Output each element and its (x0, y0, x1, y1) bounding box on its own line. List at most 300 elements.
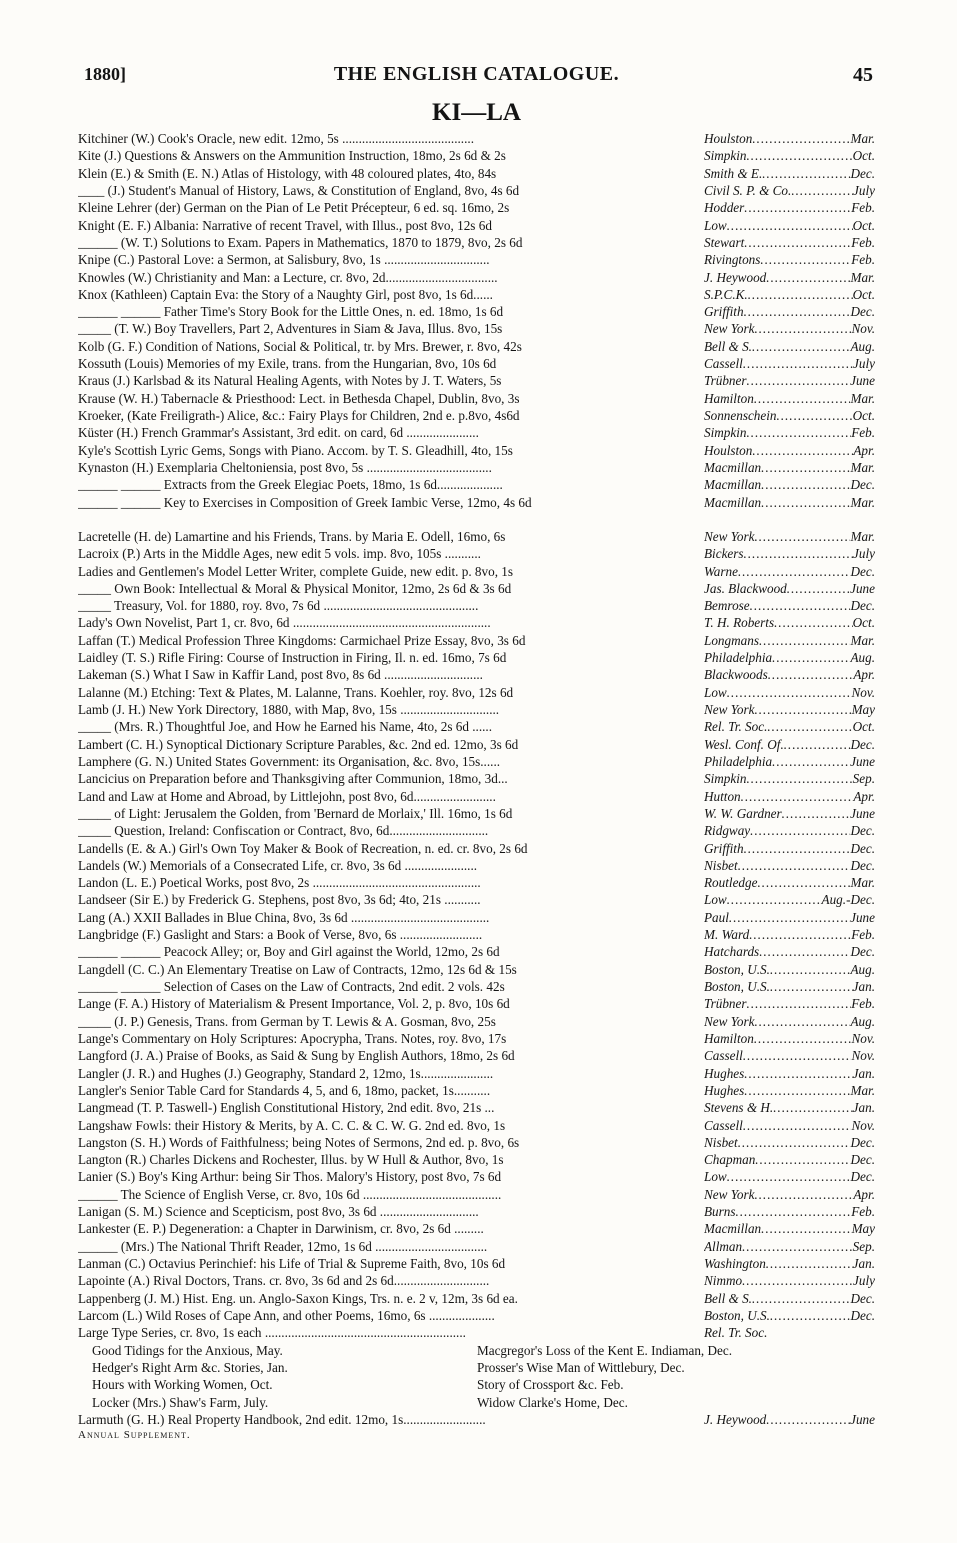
entry-text: Kite (J.) Questions & Answers on the Ammunition Instruction, 18mo, 2s 6d & 2s (78, 148, 506, 164)
entry-publisher-date (704, 182, 875, 199)
leader-dots (754, 1030, 852, 1047)
series-title: Hours with Working Women, Oct. (92, 1377, 273, 1393)
entry-publisher-date (704, 891, 875, 908)
entry-month: July (853, 1273, 875, 1289)
entry-publisher-date (704, 1168, 875, 1185)
entry-publisher-date (704, 805, 875, 822)
leader-dots (750, 822, 850, 839)
entry-text: Lanier (S.) Boy's King Arthur: being Sir Thos. Malory's History, post 8vo, 7s 6d (78, 1169, 502, 1185)
leader-dots (761, 476, 850, 493)
entry-text: Langler's Senior Table Card for Standards 4, 5, and 6, 18mo, packet, 1s........... (78, 1082, 491, 1098)
entry-publisher: Paul (704, 909, 729, 925)
entry-month: Dec. (850, 477, 875, 493)
entry-publisher-date (704, 753, 875, 770)
entry-publisher-date (704, 684, 875, 701)
entry-publisher: Bemrose (704, 598, 750, 614)
entry-month: Dec. (850, 165, 875, 181)
entry-text: Lamb (J. H.) New York Directory, 1880, with Map, 8vo, 15s .............................. (78, 702, 500, 717)
entry-publisher: Trübner (704, 996, 747, 1012)
catalogue-entry (78, 926, 875, 943)
series-title: Hedger's Right Arm &c. Stories, Jan. (92, 1359, 288, 1375)
entry-month: Jan. (852, 1256, 875, 1271)
entry-publisher-date (704, 372, 875, 389)
catalogue-entry (78, 563, 875, 580)
entry-text: Langler (J. R.) and Hughes (J.) Geography, Standard 2, 12mo, 1s...................... (78, 1065, 494, 1081)
entry-publisher-date (704, 736, 875, 753)
leader-dots (748, 286, 853, 303)
catalogue-entry (78, 1203, 875, 1220)
entry-publisher-date (704, 597, 875, 614)
entry-publisher: Bickers (704, 546, 744, 562)
entry-text: Lappenberg (J. M.) Hist. Eng. un. Anglo-Saxon Kings, Trs. n. e. 2 v, 12m, 3s 6d ea. (78, 1290, 518, 1306)
leader-dots (767, 718, 852, 735)
catalogue-page (78, 62, 875, 1443)
catalogue-entry (78, 1411, 875, 1428)
catalogue-entry (78, 788, 875, 805)
entry-publisher: Civil S. P. & Co. (704, 182, 792, 198)
entry-text: ______ (Mrs.) The National Thrift Reader, 12mo, 1s 6d .................................. (78, 1238, 488, 1254)
entry-publisher: Sonnenschein (704, 408, 777, 423)
entry-month: Oct. (852, 719, 875, 735)
entry-publisher: W. W. Gardner (704, 805, 782, 821)
leader-dots (727, 684, 852, 701)
leader-dots (744, 545, 853, 562)
entry-month: Sep. (852, 771, 875, 787)
entry-publisher: Hughes (704, 1082, 745, 1098)
entry-text: Large Type Series, cr. 8vo, 1s each ............................................................. (78, 1325, 466, 1341)
catalogue-entry (78, 407, 875, 424)
entry-month: May (851, 1221, 875, 1237)
entry-publisher: Hutton (704, 788, 741, 804)
entry-publisher-date (704, 165, 875, 182)
leader-dots (768, 666, 854, 683)
catalogue-entry (78, 1082, 875, 1099)
entry-publisher: Wesl. Conf. Of. (704, 736, 784, 752)
entry-publisher-date (704, 857, 875, 874)
entry-month: Feb. (851, 200, 875, 216)
leader-dots (738, 1134, 851, 1151)
entry-publisher-date (704, 1324, 875, 1341)
leader-dots (727, 1168, 851, 1185)
entry-month: Mar. (850, 875, 875, 891)
entry-publisher: Smith & E. (704, 165, 763, 181)
entry-text: Kitchiner (W.) Cook's Oracle, new edit. 12mo, 5s ........................................ (78, 131, 474, 146)
entry-text: _____ Treasury, Vol. for 1880, roy. 8vo, 7s 6d ............................................... (78, 598, 479, 614)
entry-month: June (850, 580, 875, 596)
catalogue-entry (78, 1220, 875, 1237)
entry-month: Feb. (851, 996, 875, 1012)
entry-publisher: Griffith (704, 304, 744, 320)
entry-publisher: Simpkin (704, 425, 747, 441)
page-title: THE ENGLISH CATALOGUE. (333, 63, 620, 85)
catalogue-entry (78, 1117, 875, 1134)
entry-text: ______ ______ Extracts from the Greek Elegiac Poets, 18mo, 1s 6d.................... (78, 477, 503, 493)
leader-dots (766, 1411, 850, 1428)
entry-publisher: Boston, U.S. (704, 961, 770, 977)
leader-dots (752, 338, 850, 355)
entry-publisher: T. H. Roberts (704, 615, 775, 631)
leader-dots (727, 217, 853, 234)
leader-dots (762, 165, 850, 182)
catalogue-entry (78, 770, 875, 787)
entry-month: Oct. (852, 408, 875, 423)
entry-text: Langford (J. A.) Praise of Books, as Said & Sung by English Authors, 18mo, 2s 6d (78, 1048, 515, 1064)
catalogue-entry (78, 1168, 875, 1185)
entry-text: Laffan (T.) Medical Profession Three Kingdoms: Carmichael Prize Essay, 8vo, 3s 6d (78, 632, 526, 648)
catalogue-entry (78, 1307, 875, 1324)
leader-dots (743, 355, 853, 372)
leader-dots (744, 1065, 852, 1082)
entry-publisher: Simpkin (704, 771, 747, 787)
entry-publisher: Low (704, 892, 727, 908)
entry-text: Lange's Commentary on Holy Scriptures: Apocrypha, Trans. Notes, roy. 8vo, 17s (78, 1030, 507, 1046)
entry-month: Dec. (850, 857, 875, 873)
leader-dots (754, 1186, 853, 1203)
entry-text: Knowles (W.) Christianity and Man: a Lecture, cr. 8vo, 2d.................................. (78, 269, 498, 285)
catalogue-entry (78, 597, 875, 614)
entry-month: Nov. (851, 1117, 875, 1133)
entry-month: Aug. (850, 961, 875, 977)
entry-publisher: Cassell (704, 356, 743, 372)
entry-month: Apr. (853, 442, 875, 458)
entry-text: Lady's Own Novelist, Part 1, cr. 8vo, 6d ............................................................ (78, 615, 491, 631)
entry-month: July (853, 356, 875, 372)
catalogue-entry (78, 857, 875, 874)
leader-dots (772, 649, 850, 666)
catalogue-entry (78, 1134, 875, 1151)
catalogue-entry (78, 424, 875, 441)
entry-month: June (850, 1411, 875, 1427)
leader-dots (750, 597, 851, 614)
entry-text: ______ ______ Key to Exercises in Composition of Greek Iambic Verse, 12mo, 4s 6d (78, 494, 532, 510)
entry-publisher-date (704, 1151, 875, 1168)
entry-publisher: J. Heywood (704, 269, 767, 285)
entry-month: Dec. (850, 1169, 875, 1185)
running-header (78, 62, 875, 98)
catalogue-entry (78, 978, 875, 995)
entry-month: Dec. (850, 1307, 875, 1323)
entry-text: Kleine Lehrer (der) German on the Pian of Le Petit Précepteur, 6 ed. sq. 16mo, 2s (78, 200, 510, 216)
catalogue-entry (78, 1047, 875, 1064)
catalogue-entry (78, 147, 875, 164)
entry-publisher: Washington (704, 1256, 766, 1271)
entry-publisher-date (704, 545, 875, 562)
catalogue-entry (78, 528, 875, 545)
entry-publisher-date (704, 251, 875, 268)
series-title: Widow Clarke's Home, Dec. (477, 1394, 628, 1410)
entry-publisher-date (704, 580, 875, 597)
catalogue-entry (78, 494, 875, 511)
entry-publisher: Boston, U.S. (704, 979, 770, 994)
leader-dots (747, 995, 852, 1012)
entry-publisher-date (704, 338, 875, 355)
leader-dots (744, 303, 851, 320)
catalogue-entry (78, 372, 875, 389)
entry-publisher-date (704, 494, 875, 511)
entry-publisher: Stewart (704, 234, 745, 250)
leader-dots (752, 130, 850, 147)
entry-publisher: New York (704, 528, 755, 544)
entry-text: Lancicius on Preparation before and Thanksgiving after Communion, 18mo, 3d... (78, 771, 508, 787)
entry-month: June (850, 373, 875, 389)
entry-publisher: Low (704, 684, 727, 700)
entry-publisher: Stevens & H. (704, 1100, 774, 1116)
entry-publisher: M. Ward (704, 927, 750, 943)
entry-publisher: Nisbet (704, 857, 738, 873)
catalogue-entry (78, 822, 875, 839)
leader-dots (761, 494, 850, 511)
entry-text: Langton (R.) Charles Dickens and Rochester, Illus. by W Hull & Author, 8vo, 1s (78, 1152, 504, 1168)
entry-publisher-date (704, 978, 875, 995)
entry-publisher: Nisbet (704, 1134, 738, 1150)
leader-dots (747, 770, 853, 787)
entry-publisher: Low (704, 217, 727, 233)
entry-month: Feb. (851, 234, 875, 250)
entry-publisher: Rel. Tr. Soc. (704, 719, 768, 735)
page-number: 45 (853, 64, 873, 86)
entry-month: June (850, 753, 875, 769)
catalogue-entry (78, 217, 875, 234)
entry-publisher-date (704, 1307, 875, 1324)
leader-dots (782, 805, 850, 822)
catalogue-entry (78, 199, 875, 216)
entry-text: Lacretelle (H. de) Lamartine and his Friends, Trans. by Maria E. Odell, 16mo, 6s (78, 528, 506, 544)
entry-text: ______ ______ Selection of Cases on the Law of Contracts, 2nd edit. 2 vols. 42s (78, 979, 505, 994)
entry-month: Nov. (851, 684, 875, 700)
catalogue-entry (78, 338, 875, 355)
entry-month: June (850, 805, 875, 821)
leader-dots (760, 251, 851, 268)
entry-publisher: Houlston (704, 131, 753, 146)
entry-month: Mar. (850, 390, 875, 406)
entry-month: Sep. (852, 1238, 875, 1254)
entry-publisher-date (704, 1203, 875, 1220)
entry-publisher: Boston, U.S. (704, 1307, 770, 1323)
leader-dots (774, 614, 853, 631)
entry-text: Kroeker, (Kate Freiligrath-) Alice, &c.: Fairy Plays for Children, 2nd e. p.8vo, 4s6d (78, 408, 520, 423)
entry-publisher: Cassell (704, 1117, 743, 1133)
entry-month: Aug.-Dec. (821, 892, 875, 908)
catalogue-entry (78, 718, 875, 735)
leader-dots (759, 943, 850, 960)
entry-publisher: Cassell (704, 1048, 743, 1064)
entry-publisher: Bell & S. (704, 1290, 752, 1306)
entry-publisher-date (704, 303, 875, 320)
leader-dots (757, 874, 850, 891)
entry-publisher: Houlston (704, 442, 753, 458)
series-title: Good Tidings for the Anxious, May. (92, 1342, 283, 1358)
entry-publisher-date (704, 476, 875, 493)
entry-month: Mar. (850, 131, 875, 146)
entry-publisher: Nimmo (704, 1273, 743, 1289)
entry-month: Oct. (852, 286, 875, 302)
leader-dots (754, 390, 851, 407)
catalogue-entry (78, 251, 875, 268)
entry-publisher: Low (704, 1169, 727, 1185)
entry-text: Küster (H.) French Grammar's Assistant, 3rd edit. on card, 6d ...................... (78, 425, 479, 441)
entry-publisher-date (704, 269, 875, 286)
entry-month: Aug. (850, 1013, 875, 1029)
leader-dots (784, 736, 851, 753)
leader-dots (747, 147, 853, 164)
footer-note: Annual Supplement. (78, 1429, 191, 1442)
entry-publisher: Burns (704, 1204, 736, 1220)
entry-publisher-date (704, 442, 875, 459)
catalogue-entry (78, 580, 875, 597)
catalogue-entry (78, 632, 875, 649)
catalogue-entry (78, 1290, 875, 1307)
entry-text: Knight (E. F.) Albania: Narrative of recent Travel, with Illus., post 8vo, 12s 6d (78, 217, 492, 233)
entry-text: Lanigan (S. M.) Science and Scepticism, post 8vo, 3s 6d .............................. (78, 1204, 479, 1220)
entry-month: Jan. (852, 1100, 875, 1116)
entry-publisher: Hughes (704, 1065, 745, 1081)
catalogue-entry (78, 1065, 875, 1082)
entry-publisher-date (704, 1117, 875, 1134)
entry-publisher-date (704, 701, 875, 718)
entry-publisher: New York (704, 321, 755, 337)
entry-text: ______ ______ Father Time's Story Book for the Little Ones, n. ed. 18mo, 1s 6d (78, 304, 504, 320)
entry-publisher: Chapman (704, 1152, 756, 1168)
entry-text: ______ (W. T.) Solutions to Exam. Papers in Mathematics, 1870 to 1879, 8vo, 2s 6d (78, 234, 523, 250)
entry-publisher-date (704, 909, 875, 926)
catalogue-entry (78, 649, 875, 666)
leader-dots (772, 753, 850, 770)
catalogue-entry (78, 165, 875, 182)
entry-month: Feb. (851, 425, 875, 441)
leader-dots (744, 199, 851, 216)
entry-publisher: New York (704, 1186, 755, 1202)
entry-publisher: Ridgway (704, 823, 751, 839)
entry-publisher: Hodder (704, 200, 745, 216)
entry-publisher-date (704, 614, 875, 631)
entry-publisher-date (704, 632, 875, 649)
catalogue-entry (78, 995, 875, 1012)
entry-publisher-date (704, 943, 875, 960)
entry-month: Apr. (853, 1186, 875, 1202)
leader-dots (766, 1255, 853, 1272)
entry-text: _____ (Mrs. R.) Thoughtful Joe, and How he Earned his Name, 4to, 2s 6d ...... (78, 719, 493, 735)
entry-publisher-date (704, 390, 875, 407)
entry-month: Feb. (851, 1204, 875, 1220)
catalogue-entry (78, 355, 875, 372)
leader-dots (754, 528, 850, 545)
entry-month: Aug. (850, 338, 875, 354)
series-title: Macgregor's Loss of the Kent E. Indiaman, Dec. (477, 1342, 733, 1358)
entry-text: _____ Question, Ireland: Confiscation or Contract, 8vo, 6d.............................. (78, 823, 489, 839)
entry-month: Oct. (852, 148, 875, 164)
leader-dots (741, 788, 854, 805)
entry-publisher-date (704, 528, 875, 545)
entry-month: Mar. (850, 528, 875, 544)
entry-publisher: Simpkin (704, 148, 747, 164)
series-title: Prosser's Wise Man of Wittlebury, Dec. (477, 1359, 685, 1375)
entry-publisher: Hamilton (704, 390, 754, 406)
entry-text: _____ (J. P.) Genesis, Trans. from German by T. Lewis & A. Gosman, 8vo, 25s (78, 1013, 496, 1029)
catalogue-entry (78, 891, 875, 908)
entry-publisher: J. Heywood (704, 1411, 767, 1427)
entry-month: Mar. (850, 1082, 875, 1098)
large-type-series-list (78, 1342, 875, 1411)
leader-dots (770, 978, 853, 995)
catalogue-entry (78, 961, 875, 978)
entry-month: Dec. (850, 563, 875, 579)
catalogue-entry (78, 1099, 875, 1116)
entry-month: Dec. (850, 598, 875, 614)
entry-publisher: Blackwoods (704, 667, 768, 683)
entry-publisher: New York (704, 702, 755, 717)
entry-month: Apr. (853, 667, 875, 683)
leader-dots (754, 701, 851, 718)
entry-text: Lacroix (P.) Arts in the Middle Ages, new edit 5 vols. imp. 8vo, 105s ........... (78, 546, 481, 562)
entry-text: Lanman (C.) Octavius Perinchief: his Life of Trial & Supreme Faith, 8vo, 10s 6d (78, 1256, 506, 1271)
leader-dots (744, 840, 851, 857)
entry-publisher: Rel. Tr. Soc. (704, 1325, 768, 1341)
entry-month: Dec. (850, 304, 875, 320)
entry-publisher-date (704, 840, 875, 857)
catalogue-entry (78, 1013, 875, 1030)
entry-text: Land and Law at Home and Abroad, by Littlejohn, post 8vo, 6d......................... (78, 788, 496, 804)
catalogue-entry (78, 909, 875, 926)
entry-publisher-date (704, 718, 875, 735)
entry-publisher: Hamilton (704, 1030, 754, 1046)
catalogue-entry (78, 303, 875, 320)
entry-publisher-date (704, 407, 875, 424)
entry-publisher-date (704, 1186, 875, 1203)
entry-publisher-date (704, 1290, 875, 1307)
entry-publisher-date (704, 320, 875, 337)
entry-text: Larmuth (G. H.) Real Property Handbook, 2nd edit. 12mo, 1s......................... (78, 1411, 486, 1427)
entry-publisher-date (704, 770, 875, 787)
catalogue-entry (78, 874, 875, 891)
leader-dots (747, 424, 852, 441)
entry-month: Dec. (850, 1290, 875, 1306)
entry-publisher-date (704, 355, 875, 372)
entry-month: Dec. (850, 840, 875, 856)
entry-text: Larcom (L.) Wild Roses of Cape Ann, and other Poems, 16mo, 6s .................... (78, 1307, 495, 1323)
catalogue-entry (78, 130, 875, 147)
year-label: 1880] (84, 64, 126, 84)
catalogue-entry (78, 1238, 875, 1255)
catalogue-entry (78, 666, 875, 683)
entry-publisher-date (704, 563, 875, 580)
entry-text: Landseer (Sir E.) by Frederick G. Stephens, post 8vo, 3s 6d; 4to, 21s ........... (78, 892, 481, 908)
entry-month: Mar. (850, 494, 875, 510)
leader-dots (743, 1047, 852, 1064)
entry-publisher: Philadelphia (704, 753, 773, 769)
entry-text: Lapointe (A.) Rival Doctors, Trans. cr. 8vo, 3s 6d and 2s 6d............................. (78, 1273, 490, 1289)
entry-text: ______ ______ Peacock Alley; or, Boy and Girl against the World, 12mo, 2s 6d (78, 944, 500, 960)
leader-dots (729, 909, 850, 926)
entry-publisher: S.P.C.K. (704, 286, 748, 302)
entry-publisher-date (704, 666, 875, 683)
entry-month: Nov. (851, 1030, 875, 1046)
entry-publisher-date (704, 1013, 875, 1030)
catalogue-entry (78, 1186, 875, 1203)
catalogue-entry (78, 753, 875, 770)
catalogue-entry (78, 442, 875, 459)
entry-month: Nov. (851, 321, 875, 337)
entry-month: July (853, 546, 875, 562)
leader-dots (744, 1082, 850, 1099)
section-ki-entries (78, 130, 875, 511)
leader-dots (766, 269, 850, 286)
leader-dots (761, 1220, 851, 1237)
entry-publisher-date (704, 649, 875, 666)
alphabet-range: KI—LA (432, 99, 521, 126)
entry-publisher: New York (704, 1013, 755, 1029)
leader-dots (787, 580, 850, 597)
catalogue-entry (78, 234, 875, 251)
